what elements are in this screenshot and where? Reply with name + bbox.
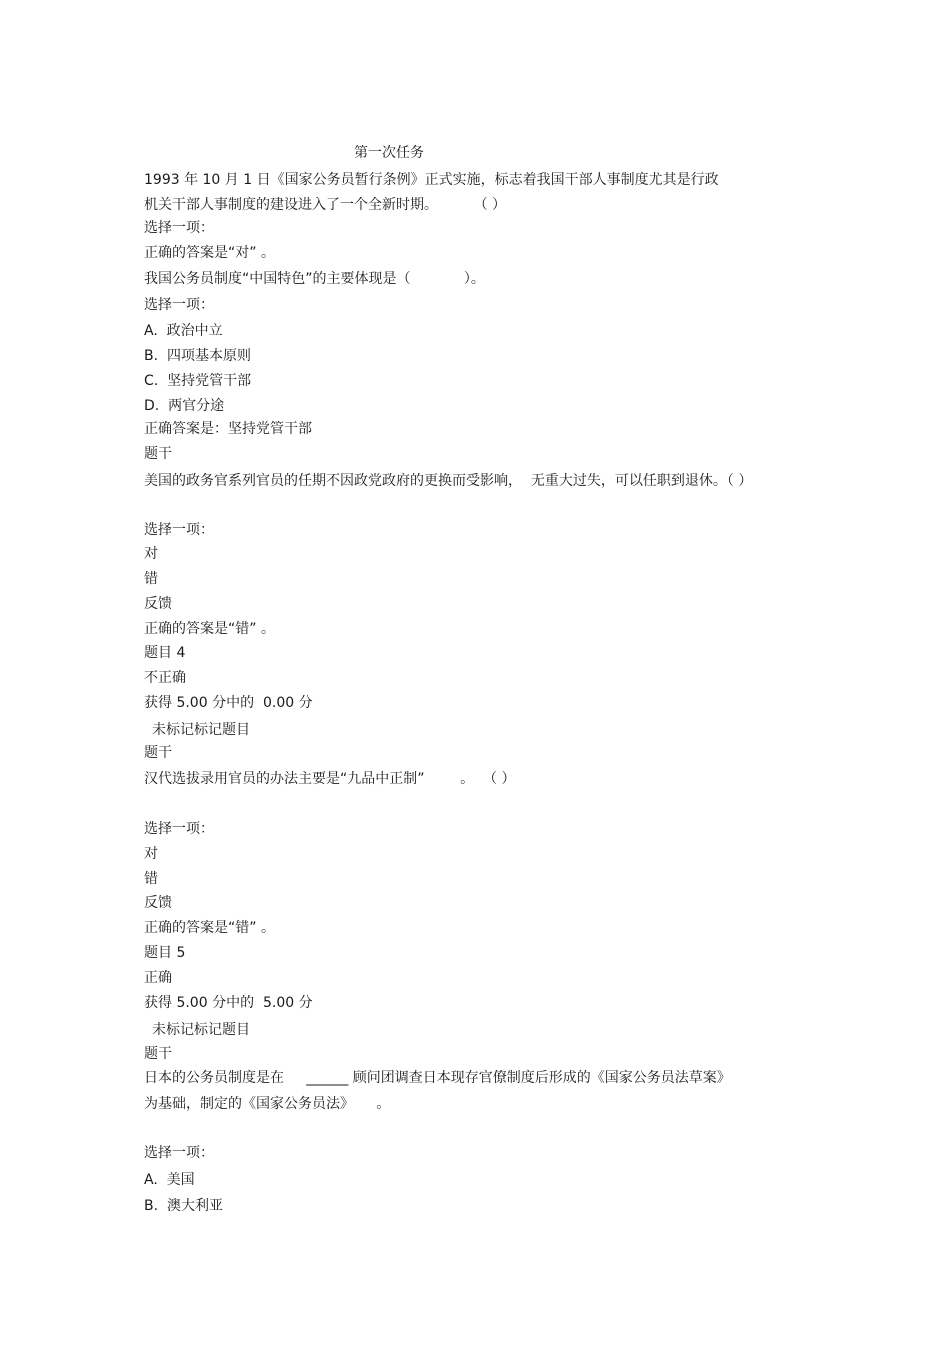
q3-feedback-label: 反馈 — [144, 596, 172, 612]
q4-option-true[interactable]: 对 — [144, 846, 158, 862]
q4-score: 获得 5.00 分中的 0.00 分 — [144, 695, 313, 711]
q1-stem-line-1: 1993 年 10 月 1 日《国家公务员暂行条例》正式实施，标志着我国干部人事制度尤其是行政 — [144, 172, 719, 188]
q5-option-a[interactable]: A. 美国 — [144, 1172, 195, 1188]
q4-number: 题目 4 — [144, 645, 186, 661]
q5-stem-label: 题干 — [144, 1046, 172, 1062]
q5-stem-line-2: 为基础，制定的《国家公务员法》 。 — [144, 1096, 391, 1112]
q4-stem-label: 题干 — [144, 745, 172, 761]
q2-option-a[interactable]: A. 政治中立 — [144, 323, 223, 339]
q5-stem-line-1: 日本的公务员制度是在 ______ 顾问团调查日本现存官僚制度后形成的《国家公务员法草案》 — [144, 1070, 731, 1086]
q4-option-false[interactable]: 错 — [144, 871, 158, 887]
q4-stem: 汉代选拔录用官员的办法主要是“九品中正制” 。 （ ） — [144, 771, 516, 787]
q2-answer: 正确答案是：坚持党管干部 — [144, 421, 312, 437]
q4-status: 不正确 — [144, 670, 186, 686]
q4-answer: 正确的答案是“错” 。 — [144, 920, 275, 936]
q1-choose-label: 选择一项： — [144, 220, 214, 236]
q3-answer: 正确的答案是“错” 。 — [144, 621, 275, 637]
q2-stem: 我国公务员制度“中国特色”的主要体现是（ ）。 — [144, 271, 485, 287]
q4-flag-question[interactable]: 未标记标记题目 — [152, 722, 250, 738]
q5-choose-label: 选择一项： — [144, 1145, 214, 1161]
q5-number: 题目 5 — [144, 945, 186, 961]
q1-stem-line-2: 机关干部人事制度的建设进入了一个全新时期。 （ ） — [144, 197, 507, 213]
q4-choose-label: 选择一项： — [144, 821, 214, 837]
q4-feedback-label: 反馈 — [144, 895, 172, 911]
q5-flag-question[interactable]: 未标记标记题目 — [152, 1022, 250, 1038]
q3-option-false[interactable]: 错 — [144, 571, 158, 587]
q2-option-b[interactable]: B. 四项基本原则 — [144, 348, 251, 364]
q5-status: 正确 — [144, 970, 172, 986]
q3-option-true[interactable]: 对 — [144, 546, 158, 562]
q5-score: 获得 5.00 分中的 5.00 分 — [144, 995, 313, 1011]
q3-stem-label: 题干 — [144, 446, 172, 462]
q2-option-d[interactable]: D. 两官分途 — [144, 398, 225, 414]
q3-choose-label: 选择一项： — [144, 522, 214, 538]
q5-option-b[interactable]: B. 澳大利亚 — [144, 1198, 223, 1214]
q2-choose-label: 选择一项： — [144, 297, 214, 313]
q3-stem: 美国的政务官系列官员的任期不因政党政府的更换而受影响， 无重大过失，可以任职到退休。（ ） — [144, 473, 753, 489]
q1-answer: 正确的答案是“对” 。 — [144, 245, 275, 261]
q2-option-c[interactable]: C. 坚持党管干部 — [144, 373, 252, 389]
document-title: 第一次任务 — [354, 145, 424, 161]
